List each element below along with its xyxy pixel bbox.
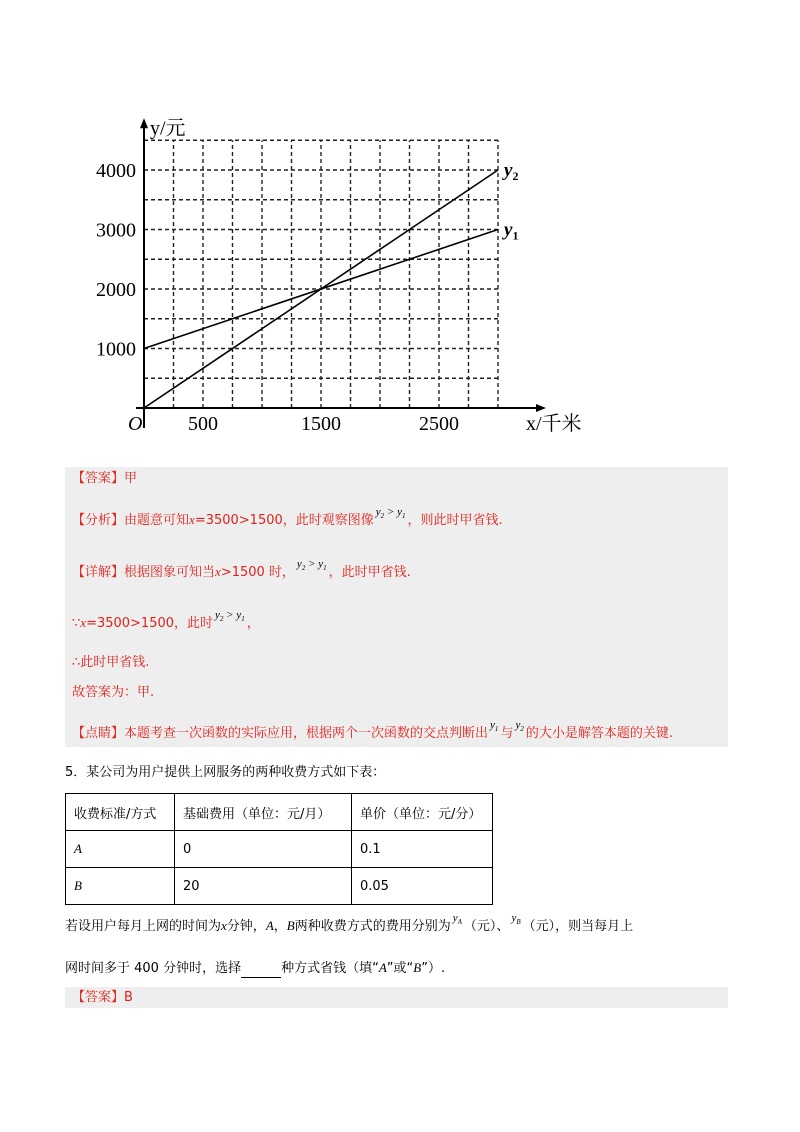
y-tick-label: 2000 — [96, 279, 136, 301]
x-tick-label: 500 — [188, 413, 218, 435]
y-tick-label: 4000 — [96, 160, 136, 182]
option-b: B — [286, 918, 295, 933]
q4-analysis-line — [72, 506, 503, 534]
table-cell: 0.05 — [352, 868, 493, 905]
y-axis-arrow — [140, 118, 148, 128]
q5-text: 若设用户每月上网的时间为 — [65, 919, 222, 934]
table-row — [66, 831, 493, 868]
table-header-row — [66, 794, 493, 831]
table-cell: A — [66, 831, 175, 868]
detail-text: >1500 时， — [220, 565, 295, 580]
q5-text: ， — [273, 919, 287, 934]
series-label-subscript: 2 — [512, 169, 519, 183]
answer-value: 甲 — [124, 471, 138, 486]
q4-detail-line — [72, 558, 411, 586]
series-label-subscript: 1 — [512, 228, 519, 243]
detail-text: 根据图象可知当 — [124, 565, 216, 580]
y-tick-label: 3000 — [96, 219, 136, 242]
table-header-cell: 单价（单位：元/分） — [352, 794, 493, 831]
since-text: =3500>1500，此时 — [86, 616, 214, 631]
symbol-yA: yA — [452, 912, 462, 927]
origin-label: O — [128, 413, 143, 435]
comment-tag: 【点睛】 — [72, 726, 125, 741]
q5-text: ”）. — [421, 961, 446, 976]
q5-text: 网时间多于 400 分钟时，选择 — [65, 961, 242, 976]
series-label-y1: $y_1$ — [504, 219, 519, 243]
graph-figure — [86, 110, 582, 440]
q5-paragraph-2 — [65, 959, 445, 978]
symbol-y2: y2 — [515, 719, 524, 734]
table-cell: 0 — [175, 831, 352, 868]
table-cell: B — [66, 868, 175, 905]
variable-x: x — [189, 512, 195, 527]
q5-answer-background — [65, 987, 728, 1008]
option-a: A — [378, 960, 387, 975]
q5-text: （元）、 — [463, 919, 510, 934]
variable-x: x — [215, 564, 221, 579]
table-header-cell: 收费标准/方式 — [66, 794, 175, 831]
graph-svg — [86, 110, 582, 440]
x-tick-label: 1500 — [301, 413, 341, 435]
table-header-cell: 基础费用（单位：元/月） — [175, 794, 352, 831]
comment-text: 与 — [500, 726, 514, 741]
comment-text: 的大小是解答本题的关键. — [525, 726, 673, 741]
x-axis-label: x/千米 — [526, 413, 582, 435]
table-cell: 20 — [175, 868, 352, 905]
q5-text: 两种收费方式的费用分别为 — [294, 919, 451, 934]
fee-table — [65, 793, 493, 905]
answer-tag: 【答案】 — [72, 471, 125, 486]
table-row — [66, 868, 493, 905]
inequality-y2-gt-y1: y2 > y1 — [296, 558, 327, 573]
series-label-y2: $y_2$ — [504, 160, 519, 183]
variable-x: x — [80, 615, 87, 630]
option-b: B — [413, 960, 422, 975]
comment-text: 本题考查一次函数的实际应用，根据两个一次函数的交点判断出 — [124, 726, 489, 741]
q5-intro: 5．某公司为用户提供上网服务的两种收费方式如下表： — [65, 765, 386, 780]
q4-therefore-line: ∴此时甲省钱. — [72, 655, 150, 670]
since-text: ， — [246, 616, 260, 631]
x-axis-arrow — [536, 404, 546, 412]
since-symbol: ∵ — [72, 616, 81, 631]
answer-value: B — [124, 990, 133, 1005]
detail-tag: 【详解】 — [72, 565, 125, 580]
symbol-yB: yB — [511, 912, 521, 927]
q4-final-line: 故答案为：甲. — [72, 685, 155, 700]
analysis-text: 由题意可知 — [124, 513, 190, 528]
q4-answer-line — [72, 470, 137, 488]
answer-tag: 【答案】 — [72, 990, 125, 1005]
table-cell: 0.1 — [352, 831, 493, 868]
q5-text: ”或“ — [386, 961, 414, 976]
y-tick-label: 1000 — [96, 338, 136, 361]
analysis-text: ，则此时甲省钱. — [407, 513, 503, 528]
analysis-tag: 【分析】 — [72, 513, 125, 528]
answer-blank — [241, 963, 281, 978]
symbol-y1: y1 — [490, 719, 499, 734]
q5-text: （元），则当每月上 — [522, 919, 634, 934]
q5-text: 分钟， — [226, 919, 266, 934]
q5-paragraph-1 — [65, 912, 634, 940]
q5-answer-line — [72, 989, 133, 1007]
x-tick-label: 2500 — [419, 413, 459, 435]
inequality-y2-gt-y1: y2 > y1 — [375, 506, 406, 521]
q4-since-line — [72, 609, 260, 637]
q5-text: 种方式省钱（填“ — [281, 961, 379, 976]
inequality-y2-gt-y1: y2 > y1 — [215, 609, 245, 624]
analysis-text: =3500>1500，此时观察图像 — [194, 513, 374, 528]
q4-comment-line — [72, 719, 673, 747]
y-axis-label: y/元 — [150, 117, 186, 140]
option-a: A — [265, 918, 274, 933]
variable-x: x — [221, 918, 227, 933]
detail-text: ，此时甲省钱. — [328, 565, 411, 580]
